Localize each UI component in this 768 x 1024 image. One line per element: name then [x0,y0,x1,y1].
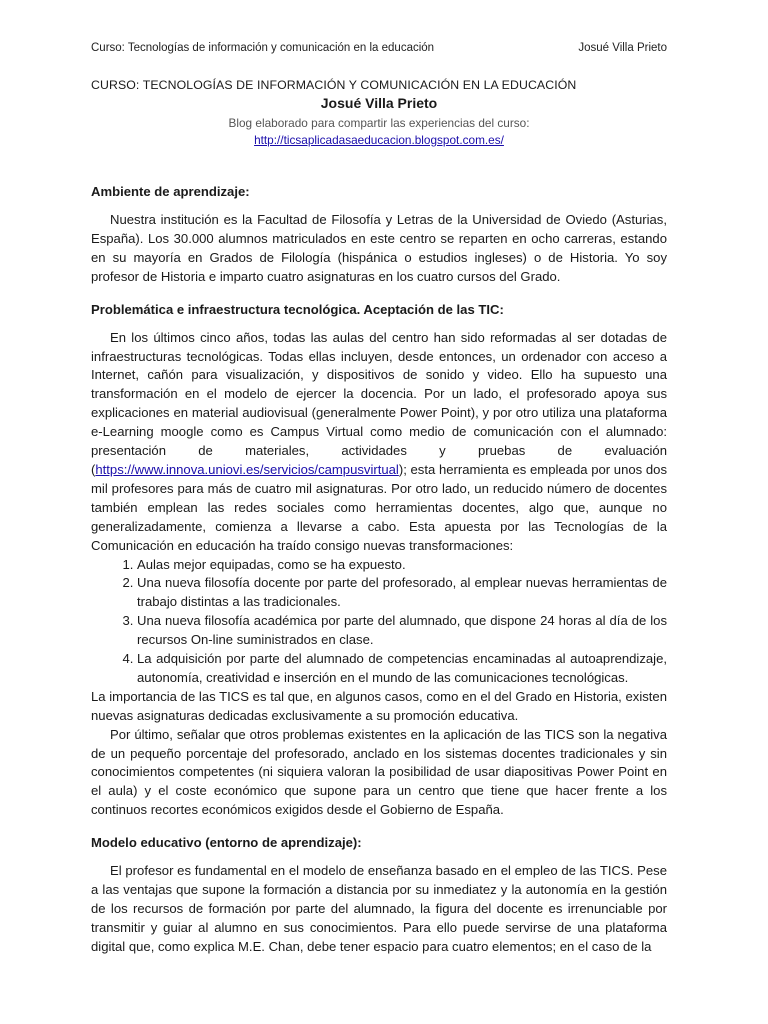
paragraph: El profesor es fundamental en el modelo de enseñanza basado en el empleo de las TICS. Pese a las ventajas que supone la formación a distancia por su inmediatez y la autonomía en la gestión de los recursos de formación por parte del alumnado, la figura del docente es irrenunciable por transmitir y guiar al alumno en sus conocimientos. Para ello puede servirse de una plataforma digital que, como explica M.E. Chan, debe tener espacio para cuatro elementos; en el caso de la [91,863,667,954]
paragraph: Por último, señalar que otros problemas existentes en la aplicación de las TICS son la negativa de un pequeño porcentaje del profesorado, anclado en los sistemas docentes tradicionales y sin conocimientos competentes (ni siquiera valoran la posibilidad de usar diapositivas Power Point en el aula) y el coste económico que supone para un centro que tiene que hacer frente a los continuos recortes económicos exigidos desde el Gobierno de España. [91,726,667,818]
section-heading-modelo: Modelo educativo (entorno de aprendizaje): [91,835,362,851]
blog-caption: Blog elaborado para compartir las experiencias del curso: [228,116,530,130]
section-ambiente [91,183,667,287]
title-block [91,78,667,149]
list-item: 1. Aulas mejor equipadas, como se ha expuesto. [137,556,667,575]
paragraph-text: En los últimos cinco años, todas las aulas del centro han sido reformadas al ser dotadas de infraestructuras tecnológicas. Todas ellas incluyen, desde entonces, un ordenador con acceso a Internet, cañón para visualización, y dispositivos de sonido y video. Ello ha supuesto una transformación en el modelo de ejercer la docencia. Por un lado, el profesorado apoya sus explicaciones en material audiovisual (generalmente Power Point), y por otro utiliza una plataforma e-Learning moogle como es Campus Virtual como medio de comunicación con el alumnado: presentación de materiales, actividades y pruebas de evaluación ( [91,329,667,477]
paragraph [91,329,667,556]
section-heading-problematica: Problemática e infraestructura tecnológica. Aceptación de las TIC: [91,301,504,317]
section-modelo [91,834,667,957]
running-header [91,42,667,54]
header-author: Josué Villa Prieto [578,42,667,54]
paragraph: Nuestra institución es la Facultad de Filosofía y Letras de la Universidad de Oviedo (Asturias, España). Los 30.000 alumnos matriculados en este centro se reparten en ocho carreras, estando en su mayoría en Grados de Filología (hispánica o estudios ingleses) o de Historia. Yo soy profesor de Historia e imparto cuatro asignaturas en los cuatro cursos del Grado. [91,212,667,284]
author-name: Josué Villa Prieto [320,95,438,111]
header-course-title: Curso: Tecnologías de información y comunicación en la educación [91,42,435,54]
course-title: CURSO: TECNOLOGÍAS DE INFORMACIÓN Y COMUNICACIÓN EN LA EDUCACIÓN [91,78,577,92]
campus-virtual-link[interactable]: https://www.innova.uniovi.es/servicios/campusvirtual [95,461,399,477]
paragraph: La importancia de las TICS es tal que, en algunos casos, como en el del Grado en Historia, existen nuevas asignaturas dedicadas exclusivamente a su promoción educativa. [91,688,667,723]
paragraph-text: ); esta herramienta es empleada por unos dos mil profesores para más de cuatro mil asignaturas. Por otro lado, un reducido número de docentes también emplean las redes sociales como herramientas docentes, algo que, aunque no generalizadamente, comienza a llevarse a cabo. Esta apuesta por las Tecnologías de la Comunicación en educación ha traído consigo nuevas transformaciones: [91,461,667,553]
list-item: 2. Una nueva filosofía docente por parte del profesorado, al emplear nuevas herramientas de trabajo distintas a las tradicionales. [137,574,667,612]
list-item: 3. Una nueva filosofía académica por parte del alumnado, que dispone 24 horas al día de los recursos On-line suministrados en clase. [137,612,667,650]
list-item: 4. La adquisición por parte del alumnado de competencias encaminadas al autoaprendizaje, autonomía, creatividad e inserción en el mundo de las comunicaciones tecnológicas. [137,650,667,688]
section-problematica [91,301,667,821]
transformations-list [91,556,667,688]
document-body [91,183,667,971]
section-heading-ambiente: Ambiente de aprendizaje: [91,184,250,199]
blog-link[interactable]: http://ticsaplicadasaeducacion.blogspot.com.es/ [254,133,504,147]
